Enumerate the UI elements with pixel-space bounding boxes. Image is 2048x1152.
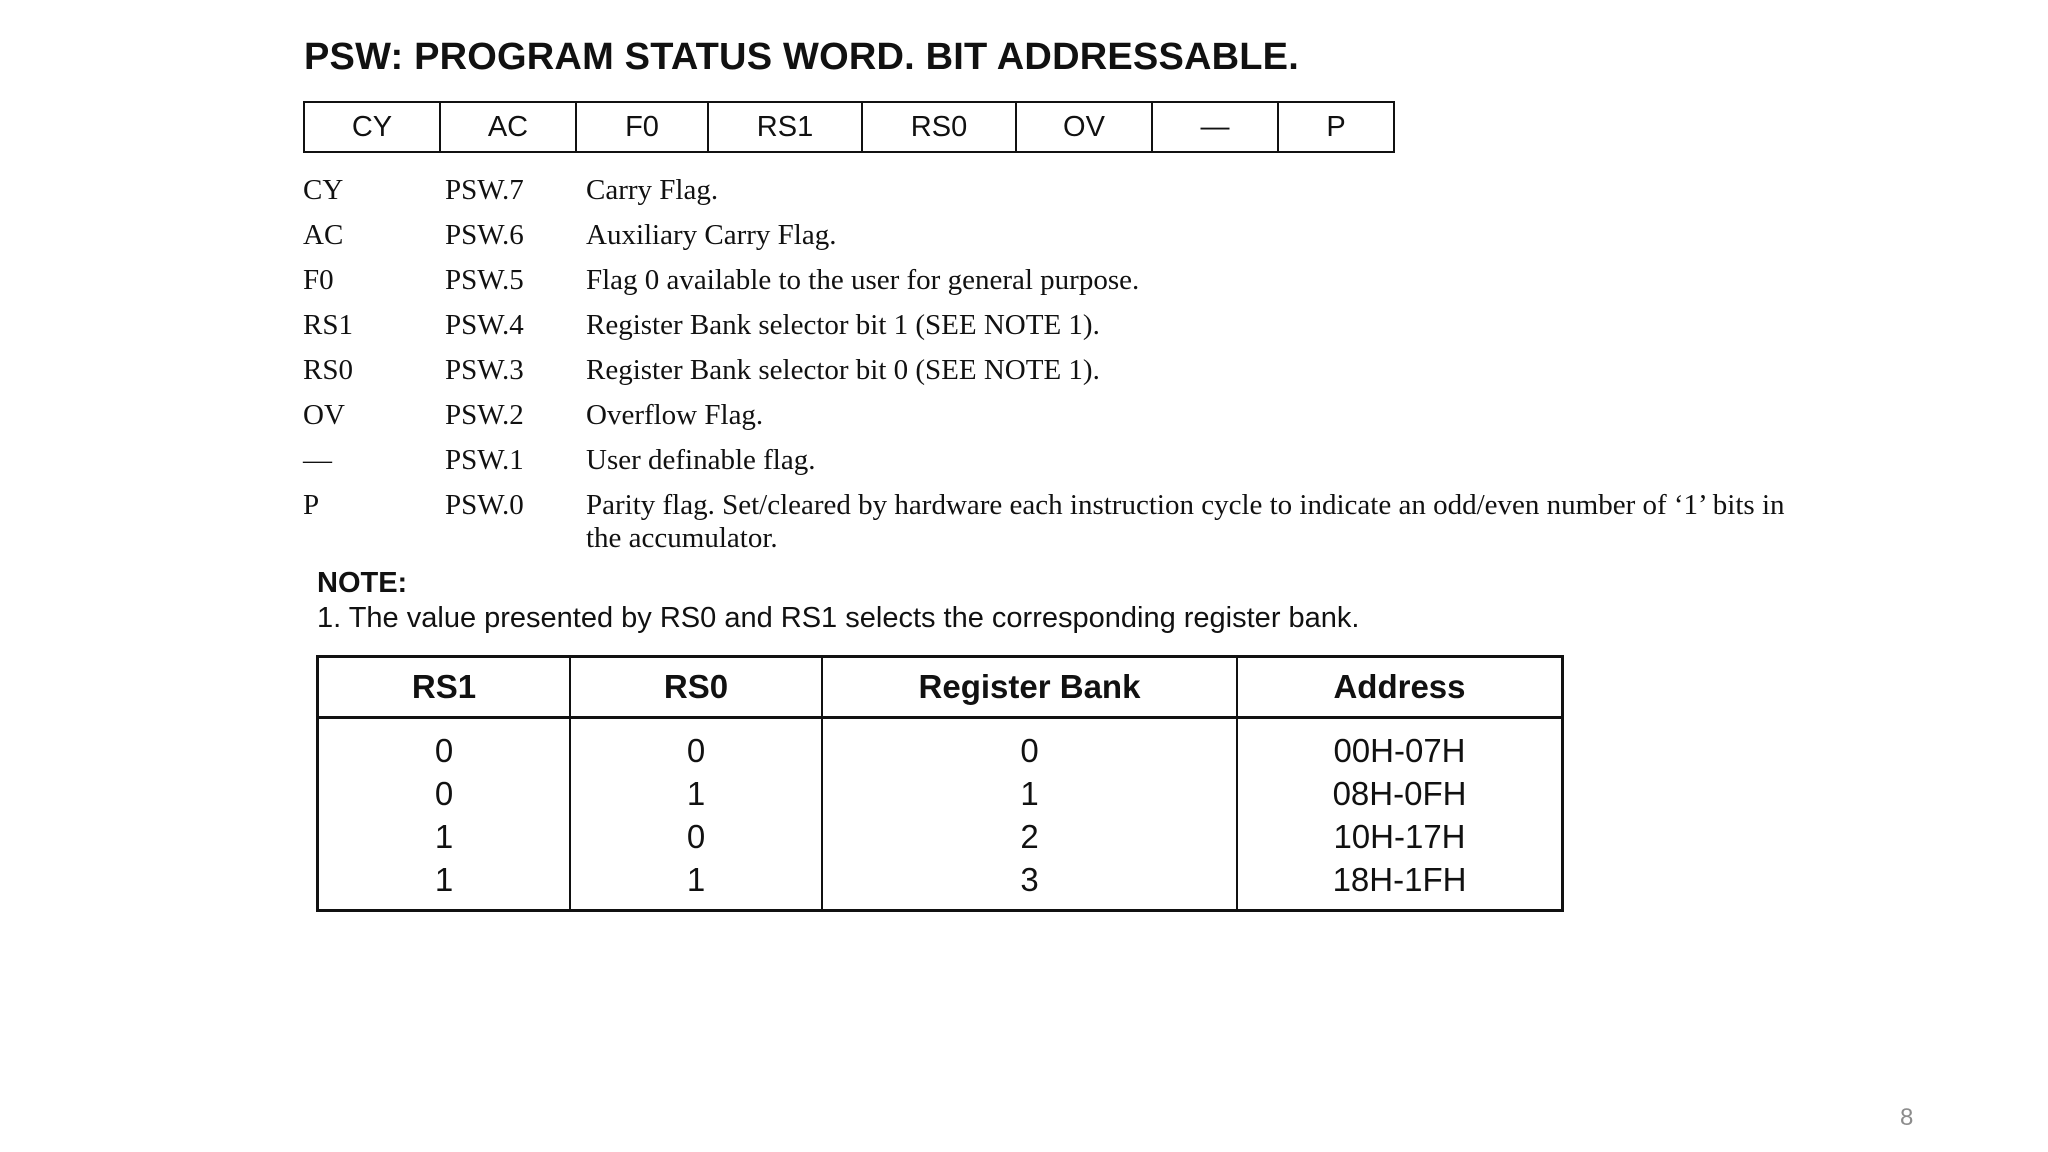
flag-description: User definable flag. (586, 444, 816, 476)
column-header-rs0: RS0 (570, 657, 822, 718)
cell-rs0: 1 (570, 858, 822, 911)
register-bank-table (316, 655, 1564, 912)
flag-bit: PSW.0 (445, 489, 524, 521)
note-block (317, 566, 1359, 636)
bit-cell-ov: OV (1016, 102, 1152, 152)
bit-cell-ac: AC (440, 102, 576, 152)
cell-rs1: 0 (318, 718, 571, 773)
cell-rs1: 0 (318, 772, 571, 815)
flag-description: Register Bank selector bit 1 (SEE NOTE 1). (586, 309, 1100, 341)
flag-name: CY (303, 174, 344, 206)
flag-description: Flag 0 available to the user for general purpose. (586, 264, 1140, 296)
bit-cell-p: P (1278, 102, 1394, 152)
cell-rs0: 0 (570, 815, 822, 858)
note-text: 1. The value presented by RS0 and RS1 selects the corresponding register bank. (317, 602, 1360, 634)
cell-address: 18H-1FH (1237, 858, 1563, 911)
bit-cell-unused: — (1152, 102, 1278, 152)
column-header-register-bank: Register Bank (822, 657, 1237, 718)
definition-row-cy (303, 168, 1786, 213)
page-title: PSW: PROGRAM STATUS WORD. BIT ADDRESSABLE. (304, 36, 1299, 78)
definition-row-ac (303, 213, 1786, 258)
cell-address: 10H-17H (1237, 815, 1563, 858)
flag-bit: PSW.4 (445, 309, 524, 341)
flag-name: P (303, 489, 320, 521)
note-heading: NOTE: (317, 567, 408, 599)
cell-rs0: 0 (570, 718, 822, 773)
cell-register-bank: 3 (822, 858, 1237, 911)
definition-row-p (303, 483, 1786, 555)
table-row (318, 718, 1563, 773)
flag-description: Overflow Flag. (586, 399, 764, 431)
flag-description: Register Bank selector bit 0 (SEE NOTE 1). (586, 354, 1100, 386)
flag-name: AC (303, 219, 344, 251)
flag-bit: PSW.1 (445, 444, 524, 476)
definition-row-unused (303, 438, 1786, 483)
flag-definitions-list (303, 168, 1786, 555)
cell-register-bank: 2 (822, 815, 1237, 858)
flag-name: — (303, 444, 332, 476)
flag-bit: PSW.2 (445, 399, 524, 431)
bit-cell-cy: CY (304, 102, 440, 152)
flag-name: RS1 (303, 309, 353, 341)
table-row (318, 858, 1563, 911)
cell-address: 00H-07H (1237, 718, 1563, 773)
definition-row-rs1 (303, 303, 1786, 348)
bit-cell-rs0: RS0 (862, 102, 1016, 152)
flag-bit: PSW.5 (445, 264, 524, 296)
definition-row-f0 (303, 258, 1786, 303)
flag-description: Auxiliary Carry Flag. (586, 219, 837, 251)
psw-bit-row (304, 102, 1394, 152)
flag-bit: PSW.6 (445, 219, 524, 251)
flag-name: F0 (303, 264, 334, 296)
definition-row-ov (303, 393, 1786, 438)
flag-bit: PSW.7 (445, 174, 524, 206)
definition-row-rs0 (303, 348, 1786, 393)
page-number: 8 (1900, 1104, 1914, 1131)
column-header-rs1: RS1 (318, 657, 571, 718)
cell-rs1: 1 (318, 858, 571, 911)
flag-name: RS0 (303, 354, 353, 386)
flag-description: Parity flag. Set/cleared by hardware each instruction cycle to indicate an odd/even number of ‘1’ bits in the accumulator. (586, 489, 1785, 554)
flag-name: OV (303, 399, 345, 431)
table-header-row (318, 657, 1563, 718)
cell-rs0: 1 (570, 772, 822, 815)
bit-cell-f0: F0 (576, 102, 708, 152)
cell-address: 08H-0FH (1237, 772, 1563, 815)
flag-description: Carry Flag. (586, 174, 719, 206)
column-header-address: Address (1237, 657, 1563, 718)
cell-register-bank: 0 (822, 718, 1237, 773)
table-row (318, 772, 1563, 815)
table-row (318, 815, 1563, 858)
psw-bit-layout-table (303, 101, 1395, 153)
bit-cell-rs1: RS1 (708, 102, 862, 152)
flag-bit: PSW.3 (445, 354, 524, 386)
cell-register-bank: 1 (822, 772, 1237, 815)
cell-rs1: 1 (318, 815, 571, 858)
